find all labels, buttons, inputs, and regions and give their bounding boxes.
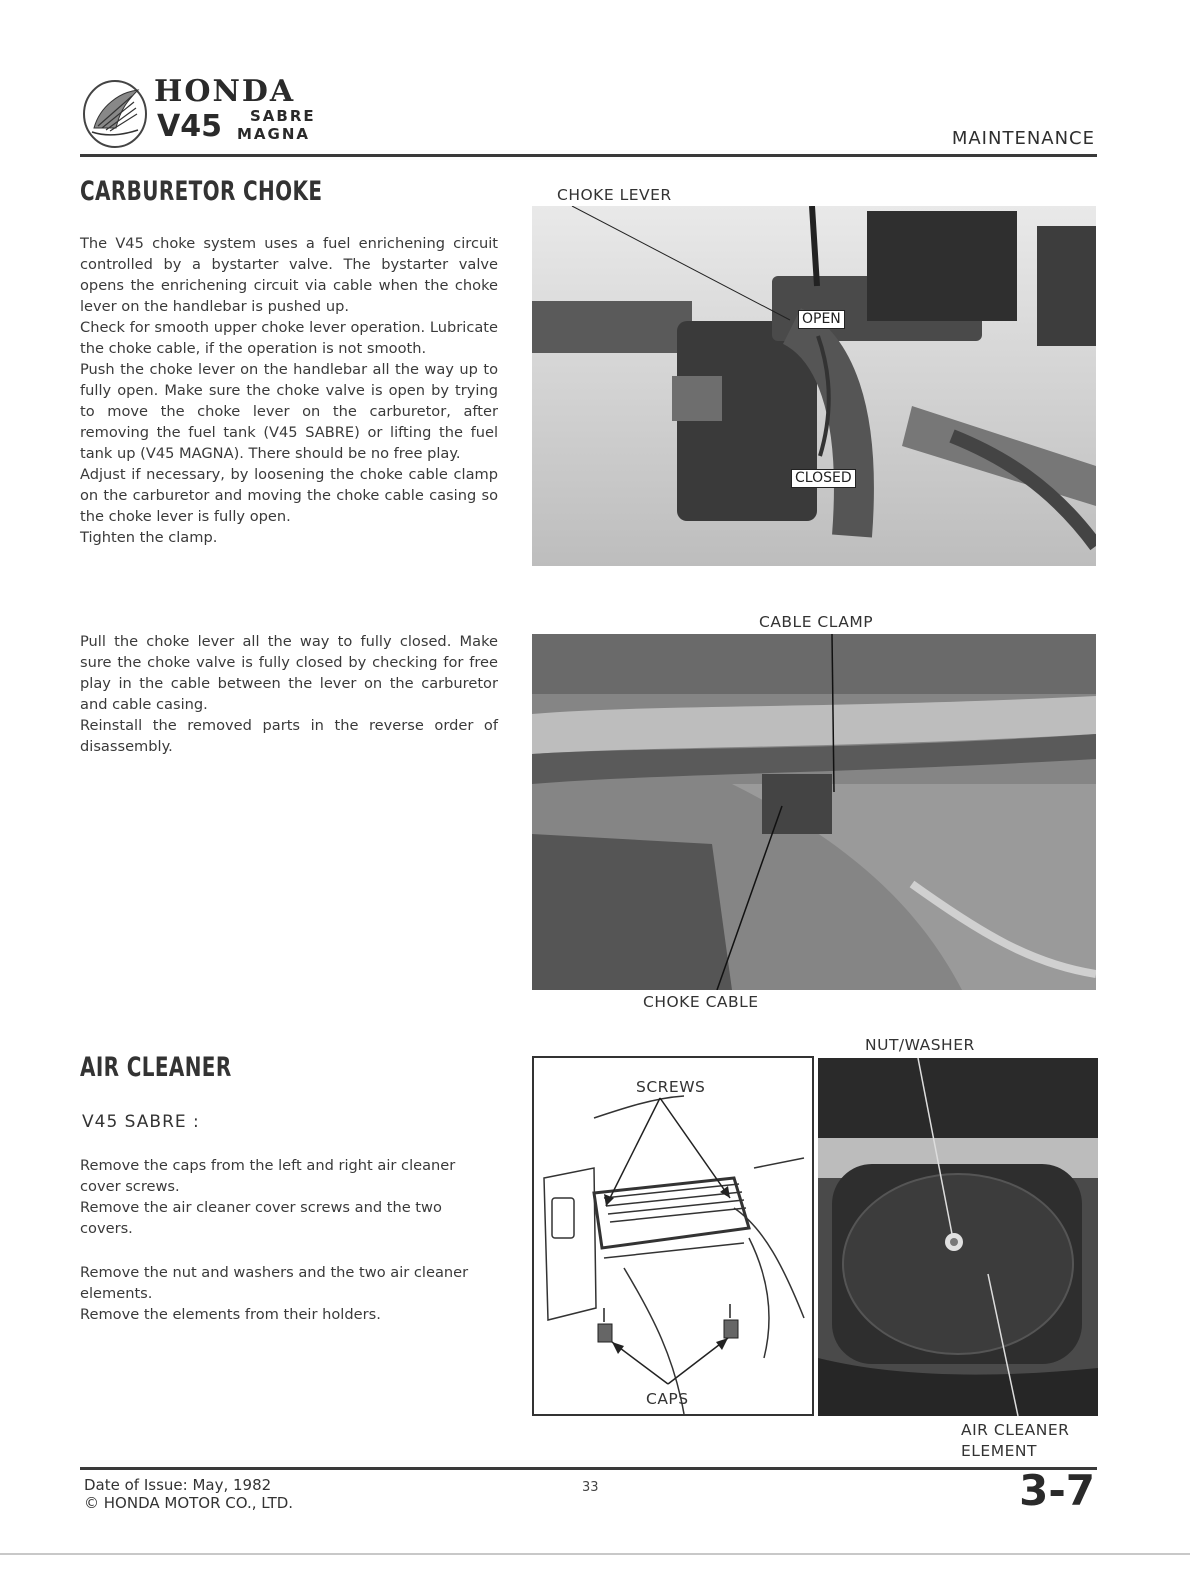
paragraph: Pull the choke lever all the way to fully closed. Make sure the choke valve is fully closed by checking for free play in the cable between the lever on the carburetor and cable casing. (80, 633, 498, 713)
paragraph: The V45 choke system uses a fuel enrichening circuit controlled by a bystarter valve. The bystarter valve opens the enrichening circuit via cable when the choke lever on the handlebar is pushed up. (80, 235, 498, 315)
header-rule (80, 154, 1097, 157)
scan-edge-line (0, 1553, 1190, 1555)
date-of-issue: Date of Issue: May, 1982 (84, 1476, 272, 1494)
paragraph: Remove the air cleaner cover screws and the two covers. (80, 1199, 442, 1237)
model-variant-magna: MAGNA (237, 125, 311, 143)
choke-lever-label: CHOKE LEVER (557, 186, 672, 204)
open-position-label: OPEN (798, 310, 845, 329)
paragraph: Check for smooth upper choke lever operation. Lubricate the choke cable, if the operation is not smooth. (80, 319, 498, 357)
footer-rule (80, 1467, 1097, 1470)
air-cleaner-cover-diagram (532, 1056, 814, 1416)
cable-clamp-photo (532, 634, 1096, 990)
air-cleaner-subtitle: V45 SABRE : (82, 1112, 200, 1132)
page-number: 33 (582, 1480, 599, 1495)
section-header: MAINTENANCE (951, 128, 1095, 149)
model-name: V45 (157, 109, 222, 144)
carburetor-choke-title: CARBURETOR CHOKE (80, 176, 323, 207)
paragraph: Remove the caps from the left and right air cleaner cover screws. (80, 1157, 456, 1195)
air-cleaner-element-photo (818, 1058, 1098, 1416)
screws-label: SCREWS (636, 1078, 706, 1096)
paragraph: Tighten the clamp. (80, 529, 218, 546)
copyright: © HONDA MOTOR CO., LTD. (84, 1494, 294, 1512)
cable-clamp-label: CABLE CLAMP (759, 613, 874, 631)
air-cleaner-title: AIR CLEANER (80, 1052, 232, 1083)
paragraph: Adjust if necessary, by loosening the choke cable clamp on the carburetor and moving the choke cable casing so the choke lever is fully open. (80, 466, 498, 525)
choke-lever-photo (532, 206, 1096, 566)
choke-closed-text (80, 631, 498, 757)
model-variant-sabre: SABRE (250, 107, 316, 125)
paragraph: Reinstall the removed parts in the reverse order of disassembly. (80, 717, 498, 755)
paragraph: Remove the nut and washers and the two air cleaner elements. (80, 1264, 469, 1302)
caps-label: CAPS (646, 1390, 689, 1408)
choke-procedure-text (80, 233, 498, 548)
footer-info (84, 1476, 293, 1512)
closed-position-label: CLOSED (791, 469, 856, 488)
page-id: 3-7 (1019, 1466, 1095, 1515)
nut-washer-label: NUT/WASHER (865, 1036, 975, 1054)
choke-cable-label: CHOKE CABLE (643, 993, 759, 1011)
paragraph: Remove the elements from their holders. (80, 1306, 381, 1323)
air-cleaner-element-label-line-1: AIR CLEANER (961, 1421, 1070, 1439)
honda-wing-logo-icon (80, 76, 150, 152)
air-cleaner-cover-text (80, 1155, 498, 1239)
paragraph: Push the choke lever on the handlebar all the way up to fully open. Make sure the choke valve is open by trying to move the choke lever on the carburetor, after removing the fuel tank (V45 SABRE) or lifting the fuel tank up (V45 MAGNA). There should be no free play. (80, 361, 498, 462)
air-cleaner-element-label (961, 1420, 1069, 1462)
brand-name: HONDA (154, 74, 296, 109)
air-cleaner-element-label-line-2: ELEMENT (961, 1442, 1037, 1460)
air-cleaner-element-text (80, 1262, 498, 1325)
